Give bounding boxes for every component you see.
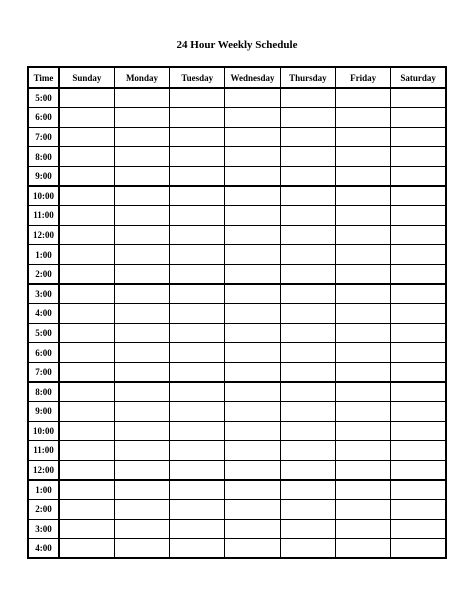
time-label: 4:00 bbox=[28, 539, 59, 559]
slot-wednesday[interactable] bbox=[225, 108, 280, 128]
slot-monday[interactable] bbox=[114, 206, 169, 226]
slot-wednesday[interactable] bbox=[225, 284, 280, 304]
slot-thursday[interactable] bbox=[280, 343, 335, 363]
schedule-row bbox=[28, 539, 446, 559]
schedule-row bbox=[28, 402, 446, 422]
slot-tuesday[interactable] bbox=[170, 382, 225, 402]
slot-wednesday[interactable] bbox=[225, 206, 280, 226]
slot-monday[interactable] bbox=[114, 186, 169, 206]
slot-saturday[interactable] bbox=[391, 206, 446, 226]
time-label: 7:00 bbox=[28, 362, 59, 382]
time-label: 12:00 bbox=[28, 225, 59, 245]
slot-wednesday[interactable] bbox=[225, 460, 280, 480]
time-label: 3:00 bbox=[28, 284, 59, 304]
slot-friday[interactable] bbox=[335, 166, 390, 186]
column-header-saturday: Saturday bbox=[391, 67, 446, 88]
time-label: 5:00 bbox=[28, 323, 59, 343]
slot-sunday[interactable] bbox=[59, 284, 114, 304]
time-label: 1:00 bbox=[28, 480, 59, 500]
time-label: 6:00 bbox=[28, 108, 59, 128]
slot-thursday[interactable] bbox=[280, 127, 335, 147]
slot-sunday[interactable] bbox=[59, 382, 114, 402]
slot-wednesday[interactable] bbox=[225, 304, 280, 324]
time-label: 2:00 bbox=[28, 499, 59, 519]
slot-thursday[interactable] bbox=[280, 421, 335, 441]
slot-saturday[interactable] bbox=[391, 402, 446, 422]
slot-monday[interactable] bbox=[114, 382, 169, 402]
slot-thursday[interactable] bbox=[280, 323, 335, 343]
slot-friday[interactable] bbox=[335, 284, 390, 304]
slot-sunday[interactable] bbox=[59, 225, 114, 245]
slot-saturday[interactable] bbox=[391, 88, 446, 108]
slot-thursday[interactable] bbox=[280, 499, 335, 519]
slot-tuesday[interactable] bbox=[170, 245, 225, 265]
schedule-row bbox=[28, 108, 446, 128]
slot-saturday[interactable] bbox=[391, 245, 446, 265]
slot-saturday[interactable] bbox=[391, 499, 446, 519]
slot-friday[interactable] bbox=[335, 382, 390, 402]
slot-monday[interactable] bbox=[114, 441, 169, 461]
time-label: 6:00 bbox=[28, 343, 59, 363]
time-label: 7:00 bbox=[28, 127, 59, 147]
slot-saturday[interactable] bbox=[391, 108, 446, 128]
column-header-friday: Friday bbox=[335, 67, 390, 88]
slot-monday[interactable] bbox=[114, 460, 169, 480]
slot-thursday[interactable] bbox=[280, 382, 335, 402]
slot-thursday[interactable] bbox=[280, 362, 335, 382]
slot-tuesday[interactable] bbox=[170, 225, 225, 245]
slot-wednesday[interactable] bbox=[225, 127, 280, 147]
slot-sunday[interactable] bbox=[59, 186, 114, 206]
slot-saturday[interactable] bbox=[391, 343, 446, 363]
schedule-row bbox=[28, 441, 446, 461]
slot-wednesday[interactable] bbox=[225, 499, 280, 519]
slot-friday[interactable] bbox=[335, 147, 390, 167]
slot-sunday[interactable] bbox=[59, 88, 114, 108]
schedule-row bbox=[28, 304, 446, 324]
schedule-row bbox=[28, 225, 446, 245]
slot-monday[interactable] bbox=[114, 421, 169, 441]
slot-monday[interactable] bbox=[114, 284, 169, 304]
slot-friday[interactable] bbox=[335, 88, 390, 108]
slot-thursday[interactable] bbox=[280, 539, 335, 559]
schedule-row bbox=[28, 460, 446, 480]
slot-friday[interactable] bbox=[335, 245, 390, 265]
slot-wednesday[interactable] bbox=[225, 166, 280, 186]
slot-wednesday[interactable] bbox=[225, 421, 280, 441]
slot-wednesday[interactable] bbox=[225, 147, 280, 167]
schedule-row bbox=[28, 382, 446, 402]
slot-monday[interactable] bbox=[114, 323, 169, 343]
slot-friday[interactable] bbox=[335, 421, 390, 441]
schedule-row bbox=[28, 343, 446, 363]
header-row bbox=[28, 67, 446, 88]
slot-sunday[interactable] bbox=[59, 166, 114, 186]
slot-tuesday[interactable] bbox=[170, 108, 225, 128]
column-header-thursday: Thursday bbox=[280, 67, 335, 88]
slot-wednesday[interactable] bbox=[225, 539, 280, 559]
time-label: 10:00 bbox=[28, 421, 59, 441]
slot-tuesday[interactable] bbox=[170, 186, 225, 206]
slot-tuesday[interactable] bbox=[170, 421, 225, 441]
slot-tuesday[interactable] bbox=[170, 343, 225, 363]
time-label: 9:00 bbox=[28, 402, 59, 422]
time-label: 5:00 bbox=[28, 88, 59, 108]
schedule-row bbox=[28, 206, 446, 226]
slot-sunday[interactable] bbox=[59, 323, 114, 343]
slot-tuesday[interactable] bbox=[170, 499, 225, 519]
slot-wednesday[interactable] bbox=[225, 519, 280, 539]
slot-saturday[interactable] bbox=[391, 264, 446, 284]
slot-monday[interactable] bbox=[114, 245, 169, 265]
slot-wednesday[interactable] bbox=[225, 343, 280, 363]
slot-tuesday[interactable] bbox=[170, 460, 225, 480]
slot-monday[interactable] bbox=[114, 519, 169, 539]
slot-tuesday[interactable] bbox=[170, 539, 225, 559]
slot-monday[interactable] bbox=[114, 402, 169, 422]
slot-friday[interactable] bbox=[335, 519, 390, 539]
slot-tuesday[interactable] bbox=[170, 127, 225, 147]
slot-thursday[interactable] bbox=[280, 206, 335, 226]
schedule-body bbox=[28, 88, 446, 558]
slot-thursday[interactable] bbox=[280, 460, 335, 480]
time-label: 9:00 bbox=[28, 166, 59, 186]
slot-saturday[interactable] bbox=[391, 441, 446, 461]
slot-monday[interactable] bbox=[114, 304, 169, 324]
slot-sunday[interactable] bbox=[59, 108, 114, 128]
slot-monday[interactable] bbox=[114, 166, 169, 186]
slot-thursday[interactable] bbox=[280, 441, 335, 461]
slot-saturday[interactable] bbox=[391, 382, 446, 402]
slot-saturday[interactable] bbox=[391, 519, 446, 539]
slot-monday[interactable] bbox=[114, 108, 169, 128]
slot-tuesday[interactable] bbox=[170, 402, 225, 422]
slot-sunday[interactable] bbox=[59, 480, 114, 500]
slot-sunday[interactable] bbox=[59, 539, 114, 559]
weekly-schedule-table bbox=[27, 66, 447, 559]
slot-tuesday[interactable] bbox=[170, 441, 225, 461]
slot-friday[interactable] bbox=[335, 343, 390, 363]
slot-thursday[interactable] bbox=[280, 108, 335, 128]
slot-sunday[interactable] bbox=[59, 441, 114, 461]
slot-thursday[interactable] bbox=[280, 186, 335, 206]
slot-wednesday[interactable] bbox=[225, 402, 280, 422]
slot-thursday[interactable] bbox=[280, 304, 335, 324]
slot-saturday[interactable] bbox=[391, 127, 446, 147]
schedule-row bbox=[28, 284, 446, 304]
schedule-row bbox=[28, 480, 446, 500]
column-header-time: Time bbox=[28, 67, 59, 88]
slot-sunday[interactable] bbox=[59, 402, 114, 422]
slot-monday[interactable] bbox=[114, 147, 169, 167]
slot-sunday[interactable] bbox=[59, 362, 114, 382]
slot-thursday[interactable] bbox=[280, 284, 335, 304]
slot-wednesday[interactable] bbox=[225, 88, 280, 108]
slot-sunday[interactable] bbox=[59, 127, 114, 147]
schedule-row bbox=[28, 147, 446, 167]
slot-thursday[interactable] bbox=[280, 225, 335, 245]
slot-friday[interactable] bbox=[335, 402, 390, 422]
slot-saturday[interactable] bbox=[391, 304, 446, 324]
time-label: 2:00 bbox=[28, 264, 59, 284]
slot-saturday[interactable] bbox=[391, 539, 446, 559]
time-label: 8:00 bbox=[28, 382, 59, 402]
slot-saturday[interactable] bbox=[391, 323, 446, 343]
slot-friday[interactable] bbox=[335, 323, 390, 343]
slot-monday[interactable] bbox=[114, 127, 169, 147]
slot-monday[interactable] bbox=[114, 343, 169, 363]
slot-sunday[interactable] bbox=[59, 206, 114, 226]
slot-friday[interactable] bbox=[335, 108, 390, 128]
slot-wednesday[interactable] bbox=[225, 362, 280, 382]
schedule-row bbox=[28, 519, 446, 539]
slot-sunday[interactable] bbox=[59, 264, 114, 284]
column-header-wednesday: Wednesday bbox=[225, 67, 280, 88]
slot-thursday[interactable] bbox=[280, 264, 335, 284]
slot-wednesday[interactable] bbox=[225, 264, 280, 284]
slot-thursday[interactable] bbox=[280, 147, 335, 167]
schedule-row bbox=[28, 166, 446, 186]
slot-saturday[interactable] bbox=[391, 480, 446, 500]
slot-friday[interactable] bbox=[335, 264, 390, 284]
slot-monday[interactable] bbox=[114, 499, 169, 519]
schedule-row bbox=[28, 127, 446, 147]
time-label: 11:00 bbox=[28, 206, 59, 226]
slot-sunday[interactable] bbox=[59, 304, 114, 324]
slot-wednesday[interactable] bbox=[225, 245, 280, 265]
slot-tuesday[interactable] bbox=[170, 304, 225, 324]
slot-tuesday[interactable] bbox=[170, 264, 225, 284]
slot-friday[interactable] bbox=[335, 460, 390, 480]
slot-wednesday[interactable] bbox=[225, 480, 280, 500]
schedule-row bbox=[28, 362, 446, 382]
slot-friday[interactable] bbox=[335, 539, 390, 559]
time-label: 4:00 bbox=[28, 304, 59, 324]
time-label: 1:00 bbox=[28, 245, 59, 265]
slot-monday[interactable] bbox=[114, 480, 169, 500]
slot-sunday[interactable] bbox=[59, 460, 114, 480]
slot-monday[interactable] bbox=[114, 88, 169, 108]
slot-tuesday[interactable] bbox=[170, 88, 225, 108]
slot-tuesday[interactable] bbox=[170, 166, 225, 186]
schedule-row bbox=[28, 264, 446, 284]
page-title: 24 Hour Weekly Schedule bbox=[176, 39, 298, 51]
slot-saturday[interactable] bbox=[391, 147, 446, 167]
slot-friday[interactable] bbox=[335, 206, 390, 226]
slot-tuesday[interactable] bbox=[170, 519, 225, 539]
slot-wednesday[interactable] bbox=[225, 382, 280, 402]
time-label: 12:00 bbox=[28, 460, 59, 480]
slot-saturday[interactable] bbox=[391, 460, 446, 480]
slot-friday[interactable] bbox=[335, 499, 390, 519]
slot-sunday[interactable] bbox=[59, 519, 114, 539]
column-header-sunday: Sunday bbox=[59, 67, 114, 88]
slot-saturday[interactable] bbox=[391, 186, 446, 206]
schedule-row bbox=[28, 499, 446, 519]
schedule-row bbox=[28, 421, 446, 441]
slot-thursday[interactable] bbox=[280, 245, 335, 265]
schedule-row bbox=[28, 186, 446, 206]
slot-friday[interactable] bbox=[335, 186, 390, 206]
slot-monday[interactable] bbox=[114, 539, 169, 559]
column-header-monday: Monday bbox=[114, 67, 169, 88]
slot-friday[interactable] bbox=[335, 225, 390, 245]
slot-thursday[interactable] bbox=[280, 480, 335, 500]
slot-tuesday[interactable] bbox=[170, 206, 225, 226]
schedule-row bbox=[28, 88, 446, 108]
time-label: 11:00 bbox=[28, 441, 59, 461]
schedule-row bbox=[28, 323, 446, 343]
slot-wednesday[interactable] bbox=[225, 323, 280, 343]
slot-sunday[interactable] bbox=[59, 499, 114, 519]
slot-tuesday[interactable] bbox=[170, 362, 225, 382]
slot-monday[interactable] bbox=[114, 264, 169, 284]
slot-friday[interactable] bbox=[335, 362, 390, 382]
schedule-row bbox=[28, 245, 446, 265]
slot-thursday[interactable] bbox=[280, 519, 335, 539]
slot-tuesday[interactable] bbox=[170, 480, 225, 500]
time-label: 10:00 bbox=[28, 186, 59, 206]
slot-thursday[interactable] bbox=[280, 88, 335, 108]
slot-saturday[interactable] bbox=[391, 421, 446, 441]
slot-friday[interactable] bbox=[335, 304, 390, 324]
slot-saturday[interactable] bbox=[391, 166, 446, 186]
slot-tuesday[interactable] bbox=[170, 147, 225, 167]
slot-monday[interactable] bbox=[114, 362, 169, 382]
slot-sunday[interactable] bbox=[59, 343, 114, 363]
time-label: 3:00 bbox=[28, 519, 59, 539]
slot-wednesday[interactable] bbox=[225, 441, 280, 461]
slot-thursday[interactable] bbox=[280, 402, 335, 422]
slot-tuesday[interactable] bbox=[170, 323, 225, 343]
slot-tuesday[interactable] bbox=[170, 284, 225, 304]
slot-friday[interactable] bbox=[335, 441, 390, 461]
slot-wednesday[interactable] bbox=[225, 186, 280, 206]
slot-sunday[interactable] bbox=[59, 147, 114, 167]
slot-saturday[interactable] bbox=[391, 284, 446, 304]
slot-monday[interactable] bbox=[114, 225, 169, 245]
slot-sunday[interactable] bbox=[59, 421, 114, 441]
slot-thursday[interactable] bbox=[280, 166, 335, 186]
slot-saturday[interactable] bbox=[391, 362, 446, 382]
slot-friday[interactable] bbox=[335, 127, 390, 147]
time-label: 8:00 bbox=[28, 147, 59, 167]
slot-saturday[interactable] bbox=[391, 225, 446, 245]
column-header-tuesday: Tuesday bbox=[170, 67, 225, 88]
slot-sunday[interactable] bbox=[59, 245, 114, 265]
slot-wednesday[interactable] bbox=[225, 225, 280, 245]
slot-friday[interactable] bbox=[335, 480, 390, 500]
